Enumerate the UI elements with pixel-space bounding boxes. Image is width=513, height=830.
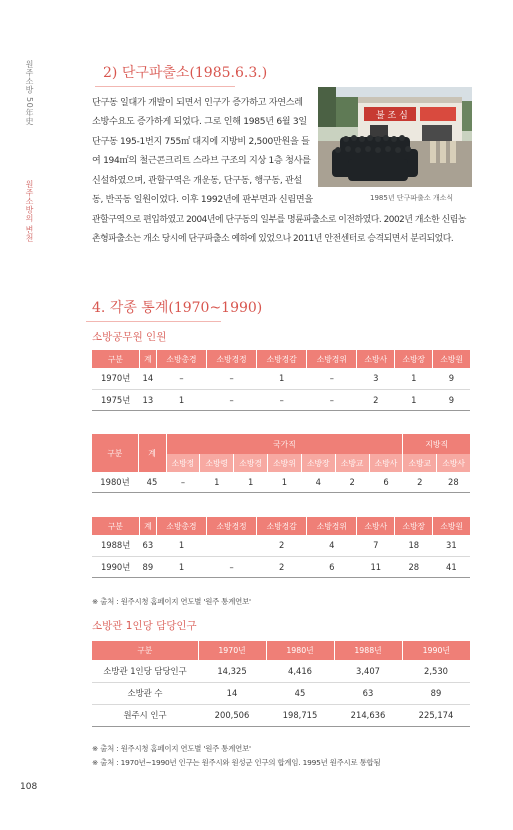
source-note: ※ 출처 : 원주시청 홈페이지 연도별 '원주 통계연보' xyxy=(92,597,251,606)
table-cell: 63 xyxy=(139,535,156,556)
table-header-cell: 소방원 xyxy=(433,517,470,535)
table-header-cell: 소방총경 xyxy=(156,517,206,535)
table-cell: – xyxy=(207,389,257,410)
table-cell: 225,174 xyxy=(402,704,470,726)
table-cell: – xyxy=(166,472,200,492)
table-row xyxy=(92,535,470,556)
table-cell: 소방관 1인당 담당인구 xyxy=(92,660,198,682)
table-header-cell: 1988년 xyxy=(334,641,402,660)
table-cell: 2 xyxy=(335,472,369,492)
table-cell: 2 xyxy=(257,535,307,556)
table-row xyxy=(92,368,470,389)
source-note: ※ 출처 : 1970년~1990년 인구는 원주시와 원성군 인구의 합계임. 1995년 원주시로 통합됨 xyxy=(92,758,381,767)
table-header-cell: 구분 xyxy=(92,434,138,472)
table-header-cell: 소방경정 xyxy=(207,517,257,535)
table-header-cell: 소방교 xyxy=(403,454,437,472)
staff-table-1988-1990 xyxy=(92,517,470,578)
table-header-cell: 계 xyxy=(138,434,166,472)
table-cell: 200,506 xyxy=(198,704,266,726)
table-cell: 1 xyxy=(156,535,206,556)
table-header-cell: 계 xyxy=(139,350,156,368)
body-line: 단구동 195-1번지 755㎡ 대지에 지방비 2,500만원을 들 xyxy=(92,137,310,147)
table-cell: 13 xyxy=(139,389,156,410)
table-cell: 89 xyxy=(139,556,156,577)
table-cell: 45 xyxy=(138,472,166,492)
table-cell: 1 xyxy=(234,472,268,492)
table-header-row xyxy=(92,434,470,454)
table-row xyxy=(92,682,470,704)
station-opening-photo xyxy=(318,87,472,187)
table-cell: – xyxy=(207,368,257,389)
table-cell: 9 xyxy=(433,389,470,410)
table-cell: 28 xyxy=(437,472,470,492)
table-header-row xyxy=(92,517,470,535)
table-cell: 2,530 xyxy=(402,660,470,682)
section-2-underline xyxy=(95,86,235,87)
table-header-cell: 소방령 xyxy=(200,454,234,472)
body-line: 여 194㎡의 철근콘크리트 스라브 구조의 지상 1층 청사를 xyxy=(92,156,311,166)
table-row xyxy=(92,704,470,726)
table-cell: 63 xyxy=(334,682,402,704)
section-4-underline xyxy=(86,321,221,322)
table-header-cell: 1970년 xyxy=(198,641,266,660)
table-cell: 소방관 수 xyxy=(92,682,198,704)
staff-count-subtitle: 소방공무원 인원 xyxy=(92,331,167,343)
table-cell: 1 xyxy=(200,472,234,492)
table-cell: 18 xyxy=(395,535,433,556)
table-cell: 1980년 xyxy=(92,472,138,492)
table-header-cell: 1990년 xyxy=(402,641,470,660)
population-per-firefighter-table xyxy=(92,641,470,727)
table-cell: – xyxy=(156,368,206,389)
table-cell: 1990년 xyxy=(92,556,139,577)
table-cell: 14 xyxy=(139,368,156,389)
table-cell: 4 xyxy=(301,472,335,492)
table-cell: – xyxy=(307,368,357,389)
staff-table-1980 xyxy=(92,434,470,493)
side-section-title: 원주소방의 변천 xyxy=(25,180,34,243)
table-cell: 11 xyxy=(357,556,395,577)
table-cell: 2 xyxy=(357,389,395,410)
table-header-row xyxy=(92,641,470,660)
table-cell: 원주시 인구 xyxy=(92,704,198,726)
table-cell: – xyxy=(307,389,357,410)
table-cell: 2 xyxy=(257,556,307,577)
body-line: 관할구역으로 편입하였고 2004년에 단구동의 일부를 명륜파출소로 이전하였다. 2002년 개소한 신림농 xyxy=(92,215,466,225)
table-header-cell: 구분 xyxy=(92,350,139,368)
table-cell: 1 xyxy=(395,389,433,410)
table-header-cell: 소방경감 xyxy=(257,350,307,368)
table-header-cell: 지방직 xyxy=(403,434,470,454)
table-cell: 41 xyxy=(433,556,470,577)
table-row xyxy=(92,472,470,492)
photo-caption: 1985년 단구파출소 개소식 xyxy=(370,194,454,202)
table-header-cell: 소방사 xyxy=(369,454,403,472)
table-cell: 14 xyxy=(198,682,266,704)
table-cell: 3 xyxy=(357,368,395,389)
table-header-cell: 소방경위 xyxy=(307,517,357,535)
table-header-cell: 소방경위 xyxy=(307,350,357,368)
page-number: 108 xyxy=(20,782,38,792)
table-cell: 214,636 xyxy=(334,704,402,726)
table-header-cell: 구분 xyxy=(92,641,198,660)
section-2-heading: 2) 단구파출소(1985.6.3.) xyxy=(103,65,268,81)
table-cell: 14,325 xyxy=(198,660,266,682)
table-header-cell: 계 xyxy=(139,517,156,535)
body-line: 촌형파출소는 개소 당시에 단구파출소 예하에 있었으나 2011년 안전센터로 승격되면서 분리되었다. xyxy=(92,234,454,244)
body-line: 신설하였으며, 관할구역은 개운동, 단구동, 행구동, 관설 xyxy=(92,176,302,186)
table-header-row xyxy=(92,350,470,368)
body-line: 단구동 일대가 개발이 되면서 인구가 증가하고 자연스레 xyxy=(92,98,303,108)
table-header-cell: 소방장 xyxy=(395,350,433,368)
table-cell: 1988년 xyxy=(92,535,139,556)
section-4-heading: 4. 각종 통계(1970~1990) xyxy=(92,300,263,316)
body-line: 동, 반곡동 일원이었다. 이후 1992년에 판부면과 신림면을 xyxy=(92,195,313,205)
table-cell: 1 xyxy=(156,389,206,410)
table-cell xyxy=(207,535,257,556)
table-header-cell: 소방정 xyxy=(166,454,200,472)
table-cell: 1 xyxy=(268,472,302,492)
table-cell: 1 xyxy=(257,368,307,389)
table-cell: 45 xyxy=(266,682,334,704)
table-cell: 28 xyxy=(395,556,433,577)
table-header-cell: 구분 xyxy=(92,517,139,535)
table-cell: 6 xyxy=(307,556,357,577)
table-header-cell: 소방교 xyxy=(335,454,369,472)
side-book-title: 원주소방 50年史 xyxy=(25,60,34,126)
table-cell: 1 xyxy=(156,556,206,577)
table-header-cell: 소방사 xyxy=(357,350,395,368)
table-header-cell: 소방경 xyxy=(234,454,268,472)
table-cell: 4,416 xyxy=(266,660,334,682)
table-header-cell: 소방장 xyxy=(301,454,335,472)
table-header-cell: 소방원 xyxy=(433,350,470,368)
staff-table-1970s xyxy=(92,350,470,411)
table-row xyxy=(92,556,470,577)
table-cell: – xyxy=(257,389,307,410)
table-cell: 31 xyxy=(433,535,470,556)
table-cell: 2 xyxy=(403,472,437,492)
table-header-cell: 소방장 xyxy=(395,517,433,535)
table-cell: 1975년 xyxy=(92,389,139,410)
table-header-cell: 소방경정 xyxy=(207,350,257,368)
table-cell: 4 xyxy=(307,535,357,556)
body-line: 소방수요도 증가하게 되었다. 그로 인해 1985년 6월 3일 xyxy=(92,117,307,127)
table-cell: 9 xyxy=(433,368,470,389)
table-header-cell: 국가직 xyxy=(166,434,403,454)
table-header-cell: 1980년 xyxy=(266,641,334,660)
table-cell: 7 xyxy=(357,535,395,556)
table-header-cell: 소방사 xyxy=(357,517,395,535)
population-per-firefighter-subtitle: 소방관 1인당 담당인구 xyxy=(92,620,197,632)
table-cell: – xyxy=(207,556,257,577)
table-row xyxy=(92,389,470,410)
table-header-cell: 소방위 xyxy=(268,454,302,472)
table-cell: 198,715 xyxy=(266,704,334,726)
table-cell: 89 xyxy=(402,682,470,704)
photo-sign-text: 불 조 심 xyxy=(376,111,408,121)
station-opening-photo-illustration xyxy=(318,87,472,187)
table-header-cell: 소방총경 xyxy=(156,350,206,368)
table-cell: 1970년 xyxy=(92,368,139,389)
table-cell: 6 xyxy=(369,472,403,492)
source-note: ※ 출처 : 원주시청 홈페이지 연도별 '원주 통계연보' xyxy=(92,744,251,753)
table-header-cell: 소방경감 xyxy=(257,517,307,535)
table-cell: 1 xyxy=(395,368,433,389)
table-cell: 3,407 xyxy=(334,660,402,682)
table-row xyxy=(92,660,470,682)
table-header-cell: 소방사 xyxy=(437,454,470,472)
